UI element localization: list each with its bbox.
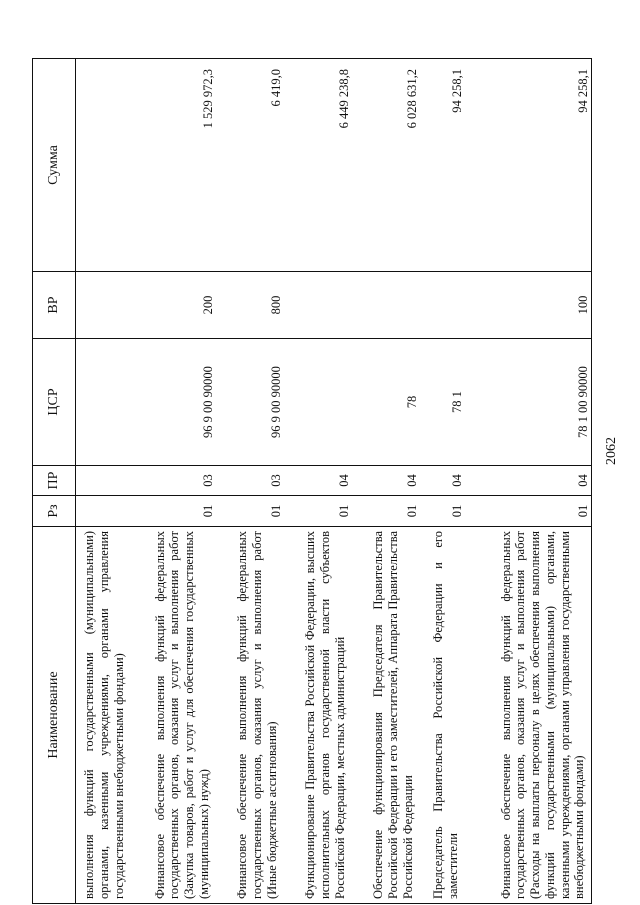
header-name: Наименование (33, 527, 76, 904)
row-rz: 01 (284, 496, 352, 527)
row-sum: 1 529 972,3 (131, 59, 216, 272)
row-vr (284, 272, 352, 339)
row-name: Финансовое обеспечение выполнения функций федеральных государственных органов, оказания услуг и выполнения работ (Закупка товаров, работ и услуг для обеспечения государственных (муниципальных) нужд) (131, 527, 216, 904)
table-header-row (33, 59, 76, 904)
table-row (465, 59, 592, 904)
row-vr: 800 (216, 272, 284, 339)
row-name: Обеспечение функционирования Председателя Правительства Российской Федерации и его заместителей, Аппарата Правительства Российской Федерации (352, 527, 420, 904)
row-name: Председатель Правительства Российской Федерации и его заместители (420, 527, 465, 904)
budget-table (32, 58, 592, 904)
row-csr: 78 1 (420, 339, 465, 466)
row-vr (76, 272, 131, 339)
row-name: Функционирование Правительства Российской Федерации, высших исполнительных органов государственной власти субъектов Российской Федерации, местных администраций (284, 527, 352, 904)
header-csr: ЦСР (33, 339, 76, 466)
row-sum: 6 449 238,8 (284, 59, 352, 272)
row-name: выполнения функций государственными (муниципальными) органами, казенными учреждениями, органами управления государственными внебюджетными фондами) (76, 527, 131, 904)
header-sum: Сумма (33, 59, 76, 272)
budget-table-rotated (32, 59, 592, 904)
row-vr: 200 (131, 272, 216, 339)
row-csr: 96 9 00 90000 (216, 339, 284, 466)
row-csr: 78 1 00 90000 (465, 339, 592, 466)
row-rz: 01 (465, 496, 592, 527)
row-pr: 04 (420, 466, 465, 496)
row-csr: 96 9 00 90000 (131, 339, 216, 466)
row-sum: 94 258,1 (465, 59, 592, 272)
row-sum: 6 419,0 (216, 59, 284, 272)
row-csr (76, 339, 131, 466)
row-pr: 04 (465, 466, 592, 496)
row-pr: 04 (284, 466, 352, 496)
row-sum: 94 258,1 (420, 59, 465, 272)
table-row (284, 59, 352, 904)
table-row (216, 59, 284, 904)
row-pr: 03 (131, 466, 216, 496)
row-rz (76, 496, 131, 527)
row-pr (76, 466, 131, 496)
row-pr: 03 (216, 466, 284, 496)
row-vr: 100 (465, 272, 592, 339)
table-row (352, 59, 420, 904)
row-rz: 01 (131, 496, 216, 527)
row-sum (76, 59, 131, 272)
row-csr (284, 339, 352, 466)
row-pr: 04 (352, 466, 420, 496)
table-row (420, 59, 465, 904)
row-rz: 01 (216, 496, 284, 527)
row-name: Финансовое обеспечение выполнения функций федеральных государственных органов, оказания услуг и выполнения работ (Расходы на выплаты персоналу в целях обеспечения выполнения функций государственными (муниципальными) органами, казенными учреждениями, органами управления государственными внебюджетными фондами) (465, 527, 592, 904)
header-vr: ВР (33, 272, 76, 339)
row-sum: 6 028 631,2 (352, 59, 420, 272)
row-vr (352, 272, 420, 339)
row-name: Финансовое обеспечение выполнения функций федеральных государственных органов, оказания услуг и выполнения работ (Иные бюджетные ассигнования) (216, 527, 284, 904)
row-rz: 01 (352, 496, 420, 527)
page-number: 2062 (604, 437, 619, 465)
row-vr (420, 272, 465, 339)
table-row (76, 59, 131, 904)
row-csr: 78 (352, 339, 420, 466)
header-rz: Рз (33, 496, 76, 527)
row-rz: 01 (420, 496, 465, 527)
header-pr: ПР (33, 466, 76, 496)
table-row (131, 59, 216, 904)
